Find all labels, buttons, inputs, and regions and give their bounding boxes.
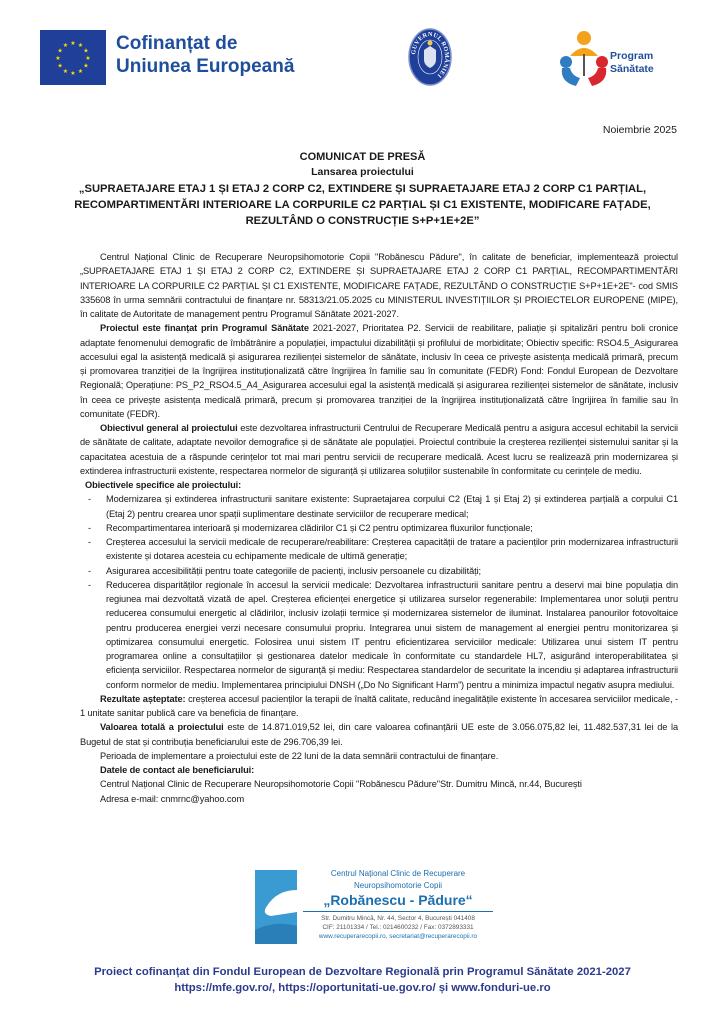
center-name: „Robănescu - Pădure“ bbox=[303, 892, 493, 912]
results-text: creșterea accesul pacienților la terapii de înaltă calitate, reducând inegalitățile existente în accesarea serviciilor medicale, - 1 unitate sanitar publică care va beneficia de finanțare. bbox=[80, 693, 678, 718]
eu-star-icon: ★ bbox=[70, 41, 76, 47]
footer bbox=[0, 964, 725, 996]
eu-text-line-1: Cofinanțat de bbox=[116, 33, 238, 54]
list-item: - Reducerea disparităților regionale în accesul la servicii medicale: Dezvoltarea infrastructurii sanitare pentru a deservi mai bine populația din regiunea mai dezvoltată vizată de apel. Creșterea eficienței energetice și utilizarea surselor regenerabile: Implementarea unor soluții pentru reducerea consumului energetic al clădirilor, inclusiv izolații termice și modernizarea sistemelor de iluminat. Instalarea panourilor fotovoltaice pentru producerea energiei verzi necesare consumului propriu. Integrarea unui sistem de management al energiei pentru monitorizarea și optimizarea consumului energetic. Folosirea unui sistem IT pentru eficientizarea serviciilor medicale: Utilizarea unui sistem IT pentru programarea online a consultațiilor și gestionarea datelor medicale în conformitate cu standardele HL7, asigurând interoperabilitatea și eficiența serviciilor. Respectarea normelor de siguranță și mediu: Respectarea standardelor de securitate la incendiu și adaptarea infrastructurii conform normelor de mediu. Implementarea principiului DNSH („Do No Significant Harm”) pentru a minimiza impactul negativ asupra mediului. bbox=[88, 578, 678, 692]
general-objective-text: este dezvoltarea infrastructurii Centrului de Recuperare Medicală pentru a asigura accesul echitabil la servicii de sănătate de calitate, adaptate nevoilor demografice și de sănătate ale populației. Proiectul contribuie la creșterea rezilienței sistemului sanitar și la capacitatea acestuia de a răspunde cerințelor tot mai mari pentru servicii de recuperare medicală. Acest lucru se realizează prin modernizarea și extinderea infrastructurii existente, respectarea normelor de siguranță și utilizarea soluțiilor sustenabile în conformitate cu cerințele de mediu. bbox=[80, 423, 679, 476]
eu-flag-logo bbox=[40, 30, 106, 85]
eu-star-icon: ★ bbox=[85, 56, 91, 62]
eu-star-icon: ★ bbox=[83, 48, 89, 55]
contact-label: Datele de contact ale beneficiarului: bbox=[100, 765, 255, 775]
financing-text: 2021-2027, Prioritatea P2. Servicii de reabilitare, paliație și spitalizări pentru boli cronice adaptate fenomenului demografic de îmbătrânire a populației, impactului dizabilității și profilului de morbiditate; Obiectiv specific: RSO4.5_Asigurarea accesului egal la asistență medicală și asigurarea rezilienței sistemelor de sănătate, inclusiv în ceea ce privește asistența medicală primară, precum și promovarea tranziției de la îngrijirea instituționalizată către îngrijirea în familie sau în comunitate (FEDR) Fond: Fondul European de Dezvoltare Regională; Operațiune: PS_P2_RSO4.5_A4_Asigurarea accesului egal la asistență medicală și asigurarea rezilienței sistemelor de sănătate, inclusiv în ceea ce privește asistența medicală primară, precum și promovarea tranziției de la îngrijirea instituționalizată către îngrijirea în familie sau în comunitate (FEDR). bbox=[80, 323, 678, 419]
project-title bbox=[60, 181, 665, 229]
list-item: - Asigurarea accesibilității pentru toate categoriile de pacienți, inclusiv persoanele cu dizabilități; bbox=[88, 564, 678, 578]
eu-star-icon: ★ bbox=[57, 48, 63, 55]
contact-address: Centrul Național Clinic de Recuperare Neuropsihomotorie Copii "Robănescu Pădure"Str. Dumitru Mincă, nr.44, București bbox=[100, 779, 582, 790]
footer-funding-text: Proiect cofinanțat din Fondul European de Dezvoltare Regională prin Programul Sănătate 2021-2027 bbox=[94, 966, 631, 978]
document-date: Noiembrie 2025 bbox=[602, 124, 677, 136]
list-item: - Modernizarea și extinderea infrastructurii sanitare existente: Supraetajarea corpului C2 (Etaj 1 și Etaj 2) și extinderea parțială a corpului C1 (Etaj 2) pentru crearea unor spații suplimentare destinate serviciilor de recuperare medical; bbox=[88, 492, 678, 521]
gov-seal-text: GUVERNUL ROMÂNIEI bbox=[410, 30, 451, 80]
ps-text-line-1: Program bbox=[610, 50, 654, 62]
center-name-line-2: Neuropsihomotorie Copii bbox=[353, 881, 443, 890]
eu-logo-text bbox=[116, 32, 294, 78]
eu-star-icon: ★ bbox=[62, 68, 69, 75]
eu-star-icon: ★ bbox=[77, 68, 84, 75]
project-title-line: „SUPRAETAJARE ETAJ 1 ȘI ETAJ 2 CORP C2, EXTINDERE ȘI SUPRAETAJARE ETAJ 2 CORP C1 PARȚIAL, bbox=[78, 183, 647, 195]
value-label: Valoarea totală a proiectului bbox=[100, 722, 224, 733]
ps-text-line-2: Sănătate bbox=[610, 63, 654, 75]
eu-star-icon: ★ bbox=[83, 63, 89, 70]
general-objective-label: Obiectivul general al proiectului bbox=[100, 423, 238, 433]
eu-star-icon: ★ bbox=[62, 43, 69, 50]
hands-logo-image bbox=[255, 870, 297, 944]
contact-email: Adresa e-mail: cnmrnc@yahoo.com bbox=[100, 793, 245, 804]
press-release-subheading: Lansarea proiectului bbox=[311, 166, 414, 178]
results-paragraph bbox=[80, 692, 678, 721]
eu-star-icon: ★ bbox=[77, 43, 84, 50]
center-address: Str. Dumitru Mincă, Nr. 44, Sector 4, București 041408 bbox=[321, 915, 475, 922]
results-label: Rezultate așteptate: bbox=[100, 693, 186, 704]
specific-objectives-list bbox=[80, 492, 678, 692]
value-paragraph bbox=[80, 720, 678, 749]
eu-star-icon: ★ bbox=[57, 63, 63, 70]
eu-star-icon: ★ bbox=[70, 71, 76, 77]
list-item: - Recompartimentarea interioară și modernizarea clădirilor C1 și C2 pentru optimizarea fluxurilor funcționale; bbox=[88, 521, 678, 535]
government-seal-logo bbox=[408, 28, 452, 86]
project-title-line: RECOMPARTIMENTĂRI INTERIOARE LA CORPURILE C2 PARȚIAL ȘI C1 EXISTENTE, MODIFICARE FAȚADE, bbox=[74, 199, 651, 211]
intro-paragraph: Centrul Național Clinic de Recuperare Neuropsihomotorie Copii "Robănescu Pădure", în calitate de beneficiar, implementează proiectul „SUPRAETAJARE ETAJ 1 ȘI ETAJ 2 CORP C2, EXTINDERE ȘI SUPRAETAJARE ETAJ 2 CORP C1 PARȚIAL, RECOMPARTIMENTĂRI INTERIOARE LA CORPURILE C2 PARȚIAL ȘI C1 EXISTENTE, MODIFICARE FAȚADE, REZULTÂND O CONSTRUCȚIE S+P+1E+2E"- cod SMIS 335608 în urma semnării contractului de finanțare nr. 58313/21.05.2025 cu MINISTERUL INVESTIȚIILOR ȘI PROIECTELOR EUROPENE (MIPE), în calitate de Autoritate de management pentru Programul Sănătate 2021-2027. bbox=[80, 252, 678, 319]
general-objective-paragraph bbox=[80, 421, 678, 478]
financing-paragraph bbox=[80, 321, 678, 421]
center-logo bbox=[255, 868, 478, 948]
program-sanatate-logo bbox=[558, 28, 670, 88]
financing-label: Proiectul este finanțat prin Programul Sănătate bbox=[100, 323, 309, 334]
program-sanatate-text bbox=[610, 50, 654, 76]
center-web: www.recuperarecopii.ro, secretariat@recuperarecopii.ro bbox=[318, 933, 478, 940]
document-body bbox=[80, 250, 678, 806]
header-logos bbox=[40, 28, 670, 88]
footer-links[interactable]: https://mfe.gov.ro/, https://oportunitati-ue.gov.ro/ și www.fonduri-ue.ro bbox=[174, 982, 551, 994]
center-name-line-1: Centrul Național Clinic de Recuperare bbox=[330, 869, 466, 878]
title-block bbox=[60, 150, 665, 229]
period-text: Perioada de implementare a proiectului este de 22 luni de la data semnării contractului de finanțare. bbox=[100, 750, 499, 761]
center-logo-text bbox=[303, 868, 493, 941]
press-release-heading: COMUNICAT DE PRESĂ bbox=[299, 151, 426, 163]
project-title-line: REZULTÂND O CONSTRUCȚIE S+P+1E+2E” bbox=[245, 215, 480, 227]
eu-text-line-2: Uniunea Europeană bbox=[116, 56, 295, 77]
specific-objectives-label: Obiectivele specifice ale proiectului: bbox=[85, 480, 242, 490]
eu-star-icon: ★ bbox=[55, 56, 61, 62]
value-text: este de 14.871.019,52 lei, din care valoarea cofinanțării UE este de 3.056.075,82 lei, 11.482.537,31 lei de la Bugetul de stat și contribuția beneficiarului este de 296.706,39 lei. bbox=[80, 722, 678, 747]
center-ids: CIF: 21101334 / Tel.: 0214600232 / Fax: 0372893331 bbox=[322, 924, 474, 931]
list-item: - Creșterea accesului la servicii medicale de recuperare/reabilitare: Creșterea capacității de tratare a pacienților prin modernizarea infrastructurii existente și dotarea acesteia cu echipamente medicale de ultimă generație; bbox=[88, 535, 678, 564]
